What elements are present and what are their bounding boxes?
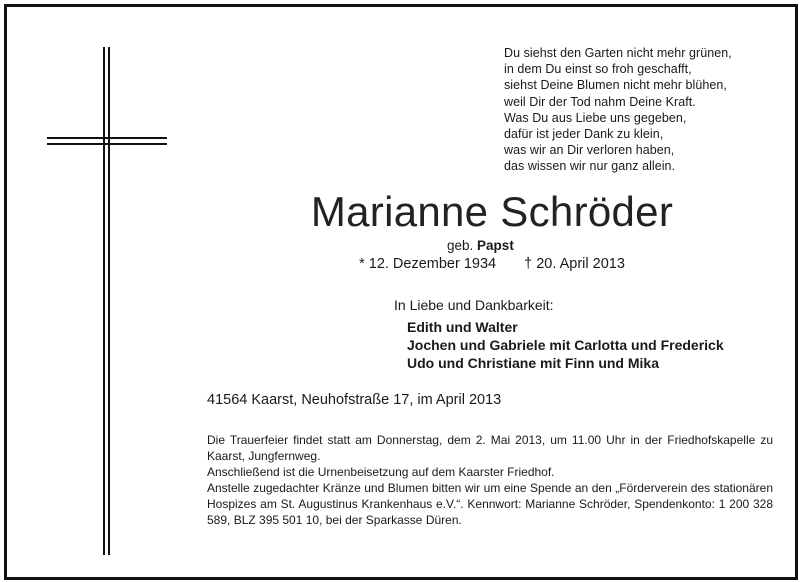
poem-line: das wissen wir nur ganz allein. <box>504 159 676 174</box>
mourner-list <box>407 318 724 372</box>
mourner-entry: Edith und Walter <box>407 319 518 335</box>
poem-line: weil Dir der Tod nahm Deine Kraft. <box>504 94 696 109</box>
poem <box>504 45 794 175</box>
poem-line: in dem Du einst so froh geschafft, <box>504 62 692 77</box>
cross-icon-horizontal <box>47 137 167 145</box>
poem-line: dafür ist jeder Dank zu klein, <box>504 127 664 142</box>
maiden-name: Papst <box>477 238 514 253</box>
cross-icon-vertical <box>103 47 110 555</box>
poem-line: was wir an Dir verloren haben, <box>504 143 675 158</box>
notice-ceremony: Die Trauerfeier findet statt am Donnerstag, dem 2. Mai 2013, um 11.00 Uhr in der Friedhofskapelle zu Kaarst, Jungfernweg. <box>207 433 773 463</box>
notice-burial: Anschließend ist die Urnenbeisetzung auf dem Kaarster Friedhof. <box>207 465 555 479</box>
mourner-entry: Jochen und Gabriele mit Carlotta und Frederick <box>407 337 724 353</box>
poem-line: Du siehst den Garten nicht mehr grünen, <box>504 46 732 60</box>
life-dates <box>207 256 777 272</box>
maiden-name-line <box>447 238 514 253</box>
birth-date: * 12. Dezember 1934 <box>359 256 497 272</box>
death-date: † 20. April 2013 <box>524 256 625 272</box>
obituary-frame <box>4 4 798 580</box>
poem-line: siehst Deine Blumen nicht mehr blühen, <box>504 78 727 93</box>
geb-prefix: geb. <box>447 238 474 253</box>
mourning-intro: In Liebe und Dankbarkeit: <box>394 297 554 313</box>
mourner-entry: Udo und Christiane mit Finn und Mika <box>407 355 659 371</box>
notice-donation: Anstelle zugedachter Kränze und Blumen bitten wir um eine Spende an den „Förderverein des stationären Hospizes am St. Augustinus Krankenhaus e.V.“. Kennwort: Marianne Schröder, Spendenkonto: 1 200 328 589, BLZ 395 501 10, bei der Sparkasse Düren. <box>207 481 773 527</box>
funeral-notices <box>207 432 773 528</box>
address-line: 41564 Kaarst, Neuhofstraße 17, im April 2013 <box>207 392 502 408</box>
deceased-name: Marianne Schröder <box>310 188 674 235</box>
poem-line: Was Du aus Liebe uns gegeben, <box>504 110 687 125</box>
